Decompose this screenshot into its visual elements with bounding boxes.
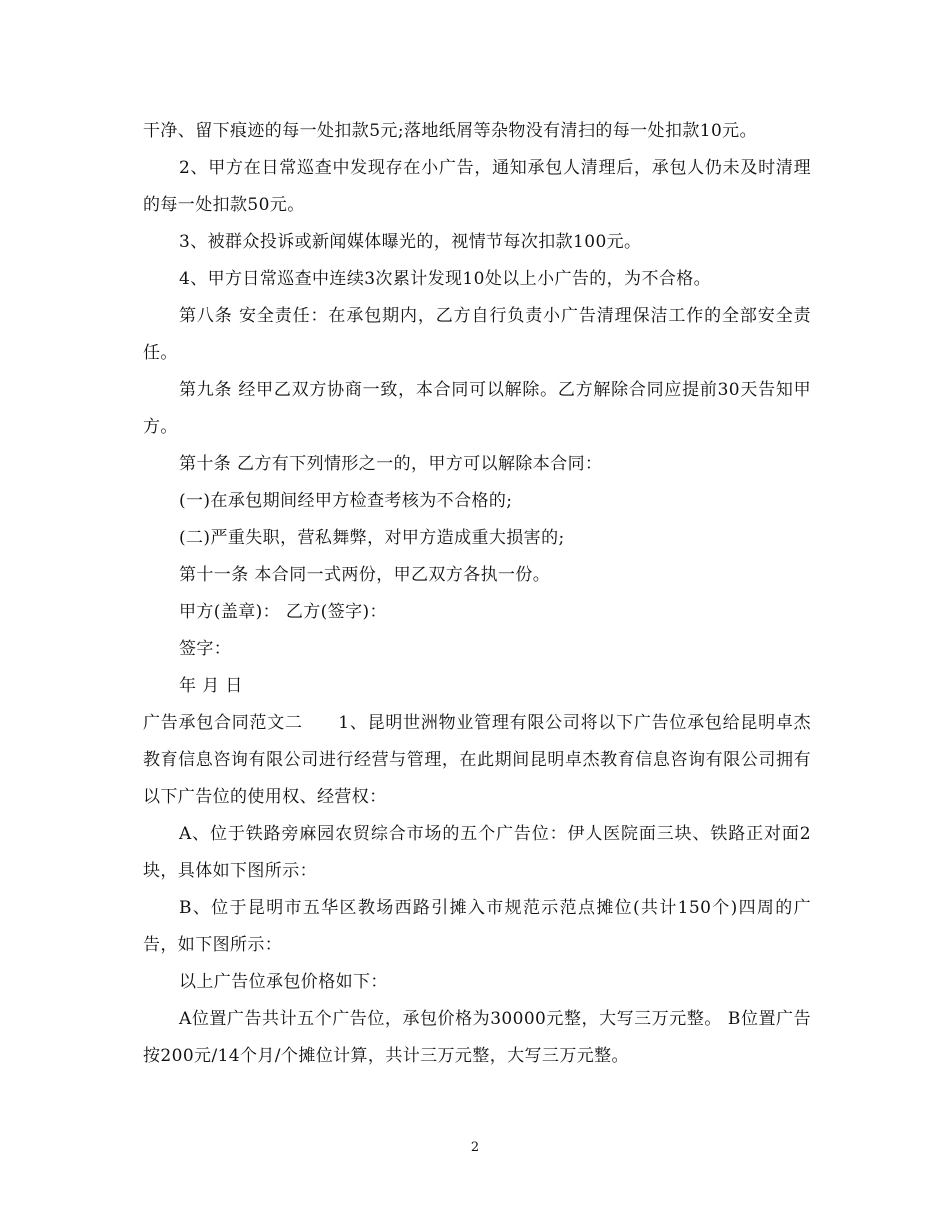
page-number: 2 (470, 1140, 480, 1155)
paragraph: 以上广告位承包价格如下： (179, 972, 388, 992)
paragraph: 3、被群众投诉或新闻媒体曝光的，视情节每次扣款100元。 (179, 232, 642, 252)
signature-line: 签字： (179, 639, 232, 659)
paragraph: 第九条 经甲乙双方协商一致，本合同可以解除。乙方解除合同应提前30天告知甲方。 (143, 380, 811, 437)
paragraph: (二)严重失职，营私舞弊，对甲方造成重大损害的; (179, 528, 565, 548)
paragraph: 干净、留下痕迹的每一处扣款5元;落地纸屑等杂物没有清扫的每一处扣款10元。 (143, 121, 757, 141)
paragraph: (一)在承包期间经甲方检查考核为不合格的; (179, 491, 513, 511)
paragraph: 广告承包合同范文二 1、昆明世洲物业管理有限公司将以下广告位承包给昆明卓杰教育信息咨询有限公司进行经营与管理，在此期间昆明卓杰教育信息咨询有限公司拥有以下广告位的使用权、经营权： (143, 713, 811, 807)
paragraph: 第十条 乙方有下列情形之一的，甲方可以解除本合同： (179, 454, 603, 474)
paragraph: 第八条 安全责任：在承包期内，乙方自行负责小广告清理保洁工作的全部安全责任。 (143, 306, 811, 363)
paragraph: 2、甲方在日常巡查中发现存在小广告，通知承包人清理后，承包人仍未及时清理的每一处扣款50元。 (143, 158, 811, 215)
paragraph: A、位于铁路旁麻园农贸综合市场的五个广告位：伊人医院面三块、铁路正对面2块，具体如下图所示： (143, 824, 811, 881)
paragraph: 第十一条 本合同一式两份，甲乙双方各执一份。 (179, 565, 551, 585)
signature-line: 甲方(盖章)： 乙方(签字)： (179, 602, 387, 622)
document-body (143, 113, 811, 1075)
date-line: 年 月 日 (179, 676, 243, 696)
paragraph: A位置广告共计五个广告位，承包价格为30000元整，大写三万元整。 B位置广告按200元/14个月/个摊位计算，共计三万元整，大写三万元整。 (143, 1009, 811, 1066)
paragraph: 4、甲方日常巡查中连续3次累计发现10处以上小广告的，为不合格。 (179, 269, 712, 289)
paragraph: B、位于昆明市五华区教场西路引摊入市规范示范点摊位(共计150个)四周的广告，如下图所示： (143, 898, 811, 955)
